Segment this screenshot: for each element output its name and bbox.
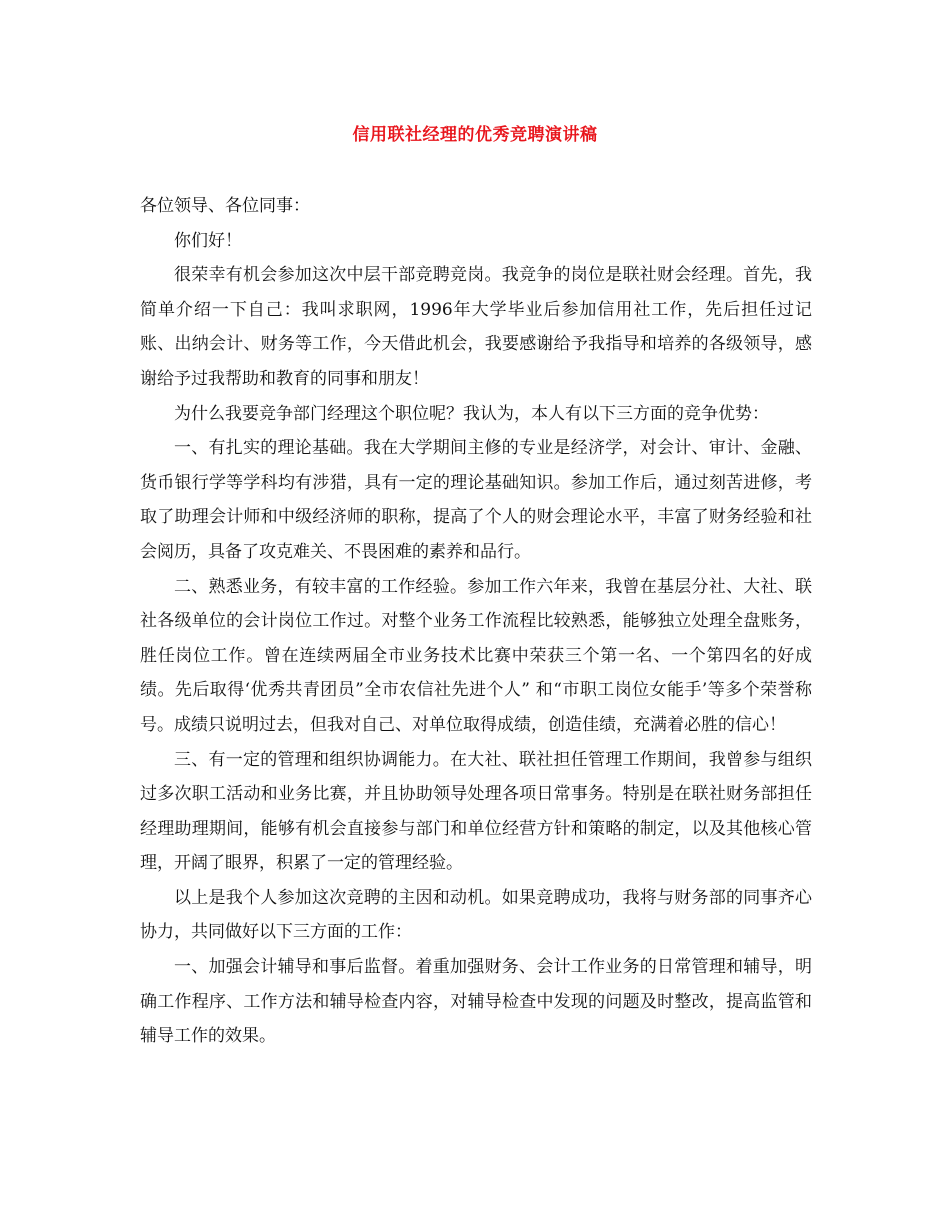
paragraph-advantage-1: 一、有扎实的理论基础。我在大学期间主修的专业是经济学，对会计、审计、金融、货币银行学等学科均有涉猎，具有一定的理论基础知识。参加工作后，通过刻苦进修，考取了助理会计师和中级经济师的职称，提高了个人的财会理论水平，丰富了财务经验和社会阅历，具备了攻克难关、不畏困难的素养和品行。	[140, 438, 812, 562]
greeting-line: 你们好！	[174, 230, 242, 251]
paragraph-plan-1: 一、加强会计辅导和事后监督。着重加强财务、会计工作业务的日常管理和辅导，明确工作程序、工作方法和辅导检查内容，对辅导检查中发现的问题及时整改，提高监管和辅导工作的效果。	[140, 957, 812, 1047]
document-title: 信用联社经理的优秀竞聘演讲稿	[352, 125, 598, 145]
paragraph-advantage-2: 二、熟悉业务，有较丰富的工作经验。参加工作六年来，我曾在基层分社、大社、联社各级单位的会计岗位工作过。对整个业务工作流程比较熟悉，能够独立处理全盘账务，胜任岗位工作。曾在连续两届全市业务技术比赛中荣获三个第一名、一个第四名的好成绩。先后取得‘优秀共青团员”全市农信社先进个人” 和“市职工岗位女能手’等多个荣誉称号。成绩只说明过去，但我对自己、对单位取得成绩，创造佳绩，充满着必胜的信心！	[140, 576, 812, 735]
paragraph-reason: 为什么我要竞争部门经理这个职位呢？我认为，本人有以下三方面的竞争优势：	[174, 403, 769, 424]
salutation: 各位领导、各位同事：	[140, 196, 310, 216]
paragraph-motivation: 以上是我个人参加这次竞聘的主因和动机。如果竞聘成功，我将与财务部的同事齐心协力，共同做好以下三方面的工作：	[140, 887, 812, 943]
paragraph-advantage-3: 三、有一定的管理和组织协调能力。在大社、联社担任管理工作期间，我曾参与组织过多次职工活动和业务比赛，并且协助领导处理各项日常事务。特别是在联社财务部担任经理助理期间，能够有机会直接参与部门和单位经营方针和策略的制定，以及其他核心管理，开阔了眼界，积累了一定的管理经验。	[140, 749, 812, 874]
document-body	[140, 189, 812, 1054]
paragraph-introduction: 很荣幸有机会参加这次中层干部竞聘竞岗。我竞争的岗位是联社财会经理。首先，我简单介绍一下自己：我叫求职网，1996年大学毕业后参加信用社工作，先后担任过记账、出纳会计、财务等工作，今天借此机会，我要感谢给予我指导和培养的各级领导，感谢给予过我帮助和教育的同事和朋友！	[140, 265, 812, 389]
